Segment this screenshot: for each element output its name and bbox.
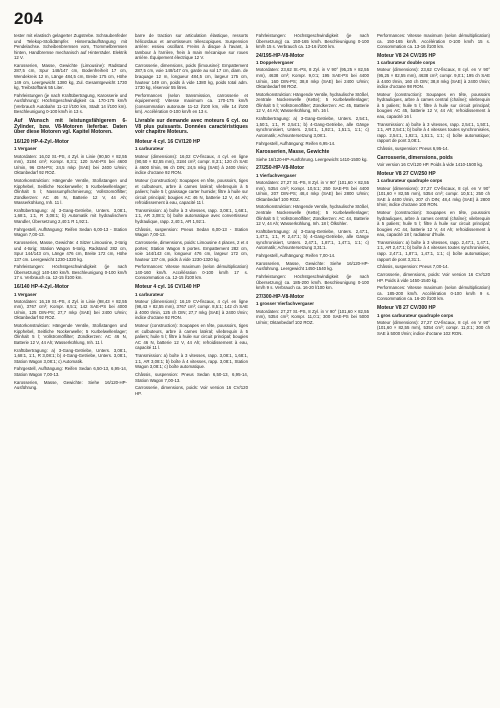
paragraph: barre de traction sur articulation élastique, ressorts hélicoïdaux et amortisseurs télescopiques. Suspension arrière: essieu oscillant. Freins à disque à l'avant, à tambour à l'arrière, frein à main mécanique sur roues arrière. Équipement électrique 12 V. [135,33,248,61]
paragraph: Moteur (dimensions): 27,27 CV-fiscaux, 8 cyl. en V 90° (101,60 × 82,55 mm), 5354 cm³; compr. 10,5:1; 250 ch SAE à 4400 t/min, 207 ch DIN; 48,4 mkg (SAE) à 2800 t/min; indice d'octane 100 RON. [377,185,490,208]
paragraph: Moteur (dimensions): 16,02 CV-fiscaux, 4 cyl. en ligne (90,50 × 82,55 mm), 3184 cm³; compr. 8,3:1; 120 ch SAE à 4600 t/min, 96 ch DIN; 24,5 mkg (SAE) à 2400 t/min; indice d'octane 92 RON. [135,153,248,176]
paragraph: Moteur (construction): Soupapes en tête, poussoirs, tiges et culbuteurs, arbre à cames latéral; vilebrequin à 5 paliers; huile 5 l; graissage carter humide; filtre à huile sur circuit principal; bougies AC 46 N, batterie 12 V, 44 Ah; refroidissement à eau, capacité 11 l. [135,177,248,206]
paragraph: Motordaten: 16,19 St.-PS, 4 Zyl. in Linie (98,43 × 82,55 mm), 3767 cm³; Kompr. 8,5:1; 142 SAE-PS bei 4000 U/min, 125 DIN-PS; 27,7 mkp (SAE) bei 2400 U/min; Oktanbedarf 92 ROZ. [14,298,127,321]
paragraph: Carrosserie, dimensions, poids: Voir version 16 CV/120 HP. [135,385,248,396]
section-heading: 1 Vergaser [14,146,37,152]
column-2 [135,33,248,701]
section-heading: Moteur V8 27 CV/250 HP [377,170,436,177]
paragraph: Motordaten: 23,62 St.-PS, 8 Zyl. in V 90° (95,25 × 82,55 mm), 4638 cm³; Kompr. 9,0:1; 195 SAE-PS bei 4400 U/min, 160 DIN-PS; 38,8 mkp (SAE) bei 2400 U/min; Oktanbedarf 98 ROZ. [256,67,369,90]
paragraph: Transmission: a) boîte à 3 vitesses, rapp. 3,08:1, 1,68:1, 1:1, AR 3,08:1; b) boîte à 4 vitesses, rapp. 3,08:1, Station Wagon 3,08:1; c) boîte automatique. [135,353,248,370]
paragraph: Châssis, suspension: Pneus 6,95-14. [377,146,449,152]
paragraph: Moteur (construction): Soupapes en tête, poussoirs, tiges et culbuteurs, arbre à cames latéral; vilebrequin à 5 paliers; huile 5 l; filtre à huile sur circuit principal; bougies AC 46 N, batterie 12 V, 44 Ah; refroidissement à eau, capacité 11 l. [135,323,248,351]
paragraph: Motordaten: 27,27 St.-PS, 8 Zyl. in V 90° (101,60 × 82,55 mm), 5354 cm³; Kompr. 11,0:1; 300 SAE-PS bei 5000 U/min; Oktanbedarf 102 ROZ. [256,308,369,325]
section-heading: 1 grosser Vierfachvergaser [256,301,314,307]
section-heading: Livrable sur demande avec moteurs 6 cyl. ou V8 plus puissants. Données caractéristiques voir chapitre Moteurs. [135,118,248,136]
paragraph: Fahrgestell, Aufhängung: Reifen Sedan 6,00-13 - Station Wagon 7,00-13. [14,226,127,238]
paragraph: Fahrgestell, Aufhängung: Reifen 7,00-14. [256,253,336,259]
paragraph: Karosserien, Masse, Gewichte: Siehe 16/120-HP-Ausführung. Leergewicht 1450-1540 kg. [256,260,369,272]
section-heading: 24/195-HP-V8-Motor [256,52,305,59]
paragraph: Fahrleistungen: Höchstgeschwindigkeit (je nach Übersetzung) ca. 185-200 km/h. Beschleunigung 0-100 km/h 9 s. Verbrauch ca. 16-20 l/100 km. [256,274,369,291]
page-number: 204 [14,9,44,28]
paragraph: Voir version 16 CV/120 HP. Poids à vide 1410-1500 kg. [377,162,484,168]
paragraph: Moteur (construction): Soupapes en tête, poussoirs hydrauliques, arbre à cames central (chaîne); vilebrequin à 5 paliers; huile 5 l; filtre à huile sur circuit principal; bougies AC 45, batterie 12 V, 44 Ah; refroidissement à eau, capacité 16 l. [377,91,490,119]
section-heading: 1 Vergaser [14,291,37,297]
text-columns [14,33,490,701]
paragraph: Performances (selon transmission, carrosserie et équipement): Vitesse maximum ca. 170-175 km/h (consommation autoroute 11-12 l/100 km, ville 14 l/100 km). Accélération 0-100 km/h en 13 s. [135,92,248,115]
paragraph: Motorkonstruktion: Hängende Ventile, Stoßstangen und Kipphebel, Seitliche Nockenwelle; 5 Kurbelwellenlager; Ölinhalt 5 l; Vollstromölfilter; Zündkerzen: AC 46 N, Batterie 12 V, 44 Ah; Wasserkühlung, Inh. 11 l. [14,323,127,345]
paragraph: Siehe 16/120-HP-Ausführung. Leergewicht 1410-1500 kg. [256,156,368,162]
paragraph: Performances: Vitesse maximum (selon démultiplication) 140-160 km/h. Accélération 0-100 km/h 17 s. Consommation ca. 12-15 l/100 km. [135,264,248,281]
section-heading: 1 carburateur [135,146,164,152]
column-1 [14,33,127,701]
section-heading: 27/300-HP-V8-Motor [256,293,305,300]
paragraph: Carrosserie, dimensions, poids (limousine): Empattement 287,5 cm, voie 148/147 cm, garde au sol 17 cm, diam. de braquage 12 m, longueur 484,5 cm, largeur 175 cm, hauteur 149 cm, poids à vide 1380 kg, poids total adm. 1730 kg, réservoir 55 litres. [135,62,248,91]
paragraph: Motorkonstruktion: Hängende Ventile, hydraulische Stößel, zentrale Nockenwelle (Kette); 5 Kurbelwellenlager; Ölinhalt 5 l; Vollstromölfilter; Zündkerzen: AC 44, Batterie 12 V, 44 Ah; Wasserkühlung, Inh. 18 l; Ölkühler. [256,204,369,227]
section-heading: 1 gros carburateur quadruple corps [377,312,454,318]
section-heading: 16/120 HP-4-Zyl.-Motor [14,138,69,145]
paragraph: Fahrgestell, Aufhängung: Reifen 6,95-14. [256,140,336,146]
column-4 [377,33,490,701]
paragraph: Karosserien, Masse, Gewichte: 4 Sitzer Limousine, 2-türig und 4-türig; Station Wagon 5-türig. Radstand 282 cm, Spur 144/143 cm, Länge 476 cm, Breite 172 cm, Höhe 137 cm. Leergewicht 1230-1320 kg. [14,240,127,262]
section-heading: Auf Wunsch mit leistungsfähigerem 6-Zylinder, bzw. V8-Motoren lieferbar. Daten über diese Motoren vgl. Kapitel Motoren. [14,118,127,136]
section-heading: 27/250-HP-V8-Motor [256,165,305,172]
section-heading: Moteur 4 cyl. 16 CV/120 HP [135,138,201,145]
paragraph: tester mit elastisch gelagerter Zugstrebe. Schraubenfeder und Telekop-Stoßdämpfer. Hinterradaufhängung mit Pendelachse. Scheibenbremsen vorn, Trommelbremsen hinten, Handbremse mechanisch auf Hinterräder. Elektrik 12 V. [14,33,127,61]
paragraph: Transmission: a) boîte à 3 vitesses, rapp. 2,47:1, 1,47:1, 1:1, AR 2,47:1; b) boîte à 4 vitesses toutes synchronisées, rapp. 2,47:1, 1,87:1, 1,47:1, 1:1; c) boîte automatique; rapport de pont 3,31:1. [377,239,490,262]
paragraph: Kraftübertragung: a) 3-Gang-Getriebe, Unters. 3,08:1, 1,68:1, 1:1, R 3,08:1; b) Automatik mit hydraulischem Wandler, Übersetzung 2,40:1 R 1,92:1. [14,207,127,224]
paragraph: Moteur (dimensions): 23,62 CV-fiscaux, 8 cyl. en V 90° (95,25 × 82,55 mm), 4638 cm³; compr. 9,0:1; 195 ch SAE à 4400 t/min, 160 ch DIN; 38,8 mkg (SAE) à 2400 t/min; indice d'octane 98 RON. [377,67,490,90]
paragraph: Performances: Vitesse maximum (selon démultiplication) ca. 150-165 km/h. Accélération 0-100 km/h 15 s. Consommation ca. 13-16 l/100 km. [377,33,490,50]
paragraph: Kraftübertragung: a) 3-Gang-Getriebe, Unters. 3,08:1, 1,68:1, 1:1, R 3,08:1; b) 4-Gang-Getriebe, Unters. 3,08:1, Station Wagon 3,08:1; c) Automatik. [14,347,127,364]
paragraph: Motorkonstruktion: Hängende Ventile, hydraulische Stößel, zentrale Nockenwelle (Kette); 5 Kurbelwellenlager; Ölinhalt 5 l; Vollstromölfilter; Zündkerzen: AC 45, Batterie 12 V, 44 Ah; Wasserkühlung, Inh. 16 l. [256,91,369,114]
paragraph: Karosserien, Masse, Gewichte (Limousine): Radstand 287,5 cm, Spur 148/147 cm, Bodenfreiheit 17 cm, Wendekreis 12 m, Länge 484,5 cm, Breite 175 cm, Höhe 149 cm, Leergewicht 1380 kg, Zul. Gesamtgewicht 1730 kg, Treibstofftank 55 Liter. [14,62,127,91]
paragraph: Carrosserie, dimensions, poids: Limousine 4 places, 2 et 4 portes; Station Wagon 5 portes. Empattement 282 cm, voie 144/143 cm, longueur 476 cm, largeur 172 cm, hauteur 137 cm, poids à vide 1230-1320 kg. [135,240,248,262]
paragraph: Fahrleistungen: Höchstgeschwindigkeit (je nach Übersetzung) 140-160 km/h. Beschleunigung 0-100 km/h 17 s. Verbrauch ca. 12-15 l/100 km. [14,264,127,281]
paragraph: Fahrleistungen: Höchstgeschwindigkeit (je nach Übersetzung) ca. 150-165 km/h. Beschleunigung 0-100 km/h 15 s. Verbrauch ca. 13-16 l/100 km. [256,33,369,50]
paragraph: Châssis, suspension: Pneus 7,00-14. [377,264,449,270]
paragraph: Transmission: a) boîte à 3 vitesses, rapp. 2,54:1, 1,50:1, 1:1, AR 2,54:1; b) boîte à 4 vitesses toutes synchronisées, rapp. 2,54:1, 1,92:1, 1,51:1, 1:1; c) boîte automatique; rapport de pont 3,08:1. [377,121,490,144]
section-heading: Karosserien, Masse, Gewichte [256,149,330,156]
paragraph: Moteur (dimensions): 27,27 CV-fiscaux, 8 cyl. en V 90° (101,60 × 82,55 mm), 5354 cm³; compr. 11,0:1; 300 ch SAE à 5000 t/min; indice d'octane 102 RON. [377,319,490,336]
section-heading: 1 Vierfachvergaser [256,172,297,178]
paragraph: Moteur (dimensions): 16,19 CV-fiscaux, 4 cyl. en ligne (98,43 × 82,55 mm), 3767 cm³; compr. 8,5:1; 142 ch SAE à 4000 t/min, 125 ch DIN; 27,7 mkg (SAE) à 2400 t/min; indice d'octane 92 RON. [135,298,248,321]
paragraph: Châssis, suspension: Pneus Sedan 6,50-13, 6,95-14, Station Wagon 7,00-13. [135,371,248,383]
paragraph: Motorkonstruktion: Hängende Ventile, Stoßstangen und Kipphebel, Seitliche Nockenwelle; 5 Kurbelwellenlager; Ölinhalt 5 l; Nasssumpfschmierung; Vollstromölfilter; Zündkerzen: AC 46 N, Batterie 12 V, 44 Ah; Wasserkühlung, Inh. 11 l. [14,177,127,206]
paragraph: Motordaten: 27,27 St.-PS, 8 Zyl. in V 90° (101,60 × 82,55 mm), 5354 cm³; Kompr. 10,5:1; 250 SAE-PS bei 4400 U/min, 207 DIN-PS; 48,4 mkp (SAE) bei 2800 U/min; Oktanbedarf 100 ROZ. [256,180,369,202]
paragraph: Motordaten: 16,02 St.-PS, 4 Zyl. in Linie (90,50 × 82,55 mm), 3184 cm³; Kompr. 8,3:1; 120 SAE-PS bei 4600 U/min, 96 DIN-PS; 24,5 mkp (SAE) bei 2400 U/min; Oktanbedarf 92 ROZ. [14,153,127,176]
section-heading: 1 carburateur quadruple corps [377,178,443,184]
section-heading: 16/140 HP-4-Zyl.-Motor [14,284,69,291]
section-heading: 1 carburateur [135,291,164,297]
paragraph: Kraftübertragung: a) 3-Gang-Getriebe, Unters. 2,54:1, 1,50:1, 1:1, R 2,54:1; b) 4-Gang-Getriebe, alle Gänge synchronisiert, Unters. 2,54:1, 1,92:1, 1,51:1, 1:1; c) Automatik; Achsuntersetzung 3,08:1. [256,116,369,138]
section-heading: Moteur 4 cyl. 16 CV/140 HP [135,284,201,291]
section-heading: 1 carburateur double corps [377,60,436,66]
section-heading: Carrosserie, dimensions, poids [377,154,453,161]
paragraph: Transmission: a) boîte à 3 vitesses, rapp. 3,08:1, 1,68:1, 1:1, AR 3,08:1; b) boîte automatique avec convertisseur hydraulique, rapp. 2,40:1, AR 1,92:1. [135,207,248,224]
paragraph: Performances: Vitesse maximum (selon démultiplication) ca. 185-200 km/h. Accélération 0-100 km/h 9 s. Consommation ca. 16-20 l/100 km. [377,285,490,302]
paragraph: Karosserien, Masse, Gewichte: Siehe 16/120-HP-Ausführung. [14,379,127,391]
paragraph: Fahrgestell, Aufhängung: Reifen Sedan 6,50-13, 6,95-14, Station Wagon 7,00-13. [14,366,127,377]
column-3 [256,33,369,701]
paragraph: Carrosserie, dimensions, poids: Voir version 16 CV/120 HP. Poids à vide 1450-1540 kg. [377,272,490,283]
paragraph: Châssis, suspension: Pneus Sedan 6,00-13 - Station Wagon 7,00-13. [135,226,248,238]
section-heading: Moteur V8 24 CV/195 HP [377,52,436,59]
paragraph: Kraftübertragung: a) 3-Gang-Getriebe, Unters. 2,47:1, 1,47:1, 1:1, R 2,47:1; b) 4-Gang-Getriebe, alle Gänge synchronisiert, Unters. 2,47:1, 1,87:1, 1,47:1, 1:1; c) Automatik; Achsuntersetzung 3,31:1. [256,228,369,251]
section-heading: Moteur V8 27 CV/300 HP [377,304,436,311]
paragraph: Fahrleistungen (je nach Kraftübertragung, Karosserie und Ausführung): Höchstgeschwindigkeit ca. 170-175 km/h (Verbrauch Autobahn 11-12 l/100 km, Stadt 14 l/100 km). Beschleunigung 0-100 km/h in 13 s. [14,92,127,115]
paragraph: Moteur (construction): Soupapes en tête, poussoirs hydrauliques, arbre à cames central (chaîne); vilebrequin à 5 paliers; huile 5 l; filtre à huile sur circuit principal; bougies AC 44, batterie 12 V, 44 Ah; refroidissement à eau, capacité 18 l; radiateur d'huile. [377,209,490,238]
section-heading: 1 Doppelvergaser [256,60,294,66]
